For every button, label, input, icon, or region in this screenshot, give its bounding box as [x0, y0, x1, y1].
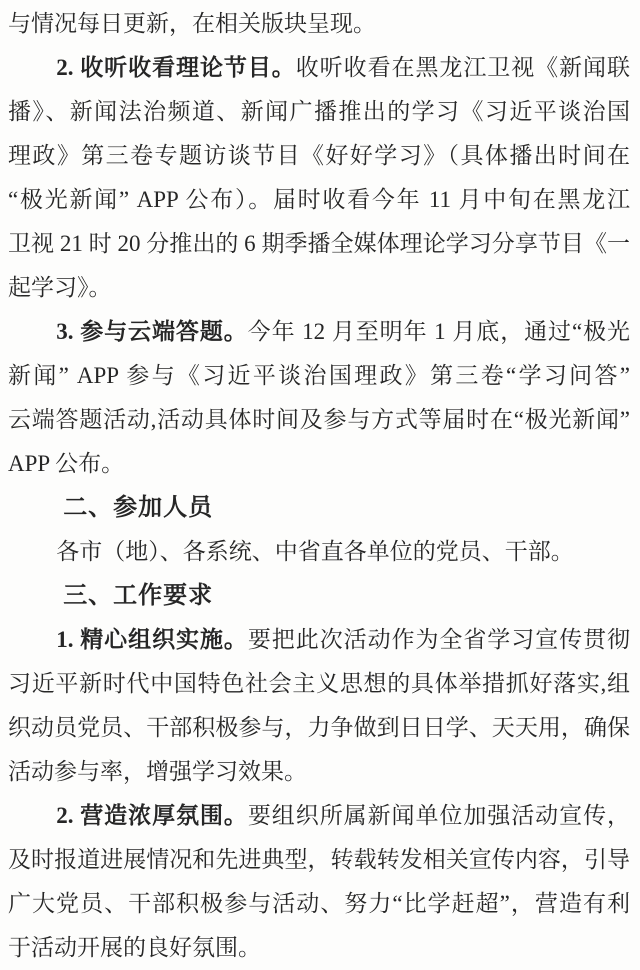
- paragraph-lead: 2. 收听收看理论节目。: [56, 55, 296, 80]
- section-heading-requirements: [8, 574, 630, 618]
- text-line: 新闻” APP 参与《习近平谈治国理政》第三卷“学习问答”: [8, 363, 630, 388]
- paragraph-lead: 3. 参与云端答题。: [56, 319, 248, 344]
- paragraph-text: 要把此次活动作为全省学习宣传贯彻: [247, 627, 631, 652]
- paragraph-lead: 2. 营造浓厚氛围。: [56, 803, 248, 828]
- text-line: 及时报道进展情况和先进典型，转载转发相关宣传内容，引导: [8, 847, 630, 872]
- paragraph-text: 要组织所属新闻单位加强活动宣传，: [247, 803, 631, 828]
- section-heading-text: 三、工作要求: [63, 582, 214, 609]
- text-line: 与情况每日更新，在相关版块呈现。: [8, 11, 376, 36]
- text-line: 织动员党员、干部积极参与，力争做到日日学、天天用，确保: [8, 715, 630, 740]
- text-line: 习近平新时代中国特色社会主义思想的具体举措抓好落实,组: [8, 671, 630, 696]
- paragraph-start-line: [8, 794, 630, 838]
- text-line: 卫视 21 时 20 分推出的 6 期季播全媒体理论学习分享节目《一: [8, 231, 630, 256]
- text-line: 云端答题活动,活动具体时间及参与方式等届时在“极光新闻”: [8, 407, 630, 432]
- text-line: 理政》第三卷专题访谈节目《好好学习》（具体播出时间在: [8, 143, 630, 168]
- paragraph-start-line: [8, 310, 630, 354]
- text-line: 于活动开展的良好氛围。: [8, 935, 261, 960]
- paragraph-start-line: [8, 46, 630, 90]
- paragraph-text: 收听收看在黑龙江卫视《新闻联: [295, 55, 631, 80]
- text-line: 起学习》。: [8, 275, 112, 300]
- text-line: “极光新闻” APP 公布）。届时收看今年 11 月中旬在黑龙江: [8, 187, 630, 212]
- text-line: 播》、新闻法治频道、新闻广播推出的学习《习近平谈治国: [8, 99, 630, 124]
- text-line: 广大党员、干部积极参与活动、努力“比学赶超”，营造有利: [8, 891, 630, 916]
- section-heading-text: 二、参加人员: [63, 494, 214, 521]
- text-line: 活动参与率，增强学习效果。: [8, 759, 307, 784]
- paragraph-text: 今年 12 月至明年 1 月底，通过“极光: [247, 319, 630, 344]
- text-line: APP 公布。: [8, 451, 125, 476]
- paragraph-lead: 1. 精心组织实施。: [56, 627, 248, 652]
- text-line: 各市（地）、各系统、中省直各单位的党员、干部。: [56, 539, 574, 564]
- paragraph-start-line: [8, 618, 630, 662]
- section-heading-participants: [8, 486, 630, 530]
